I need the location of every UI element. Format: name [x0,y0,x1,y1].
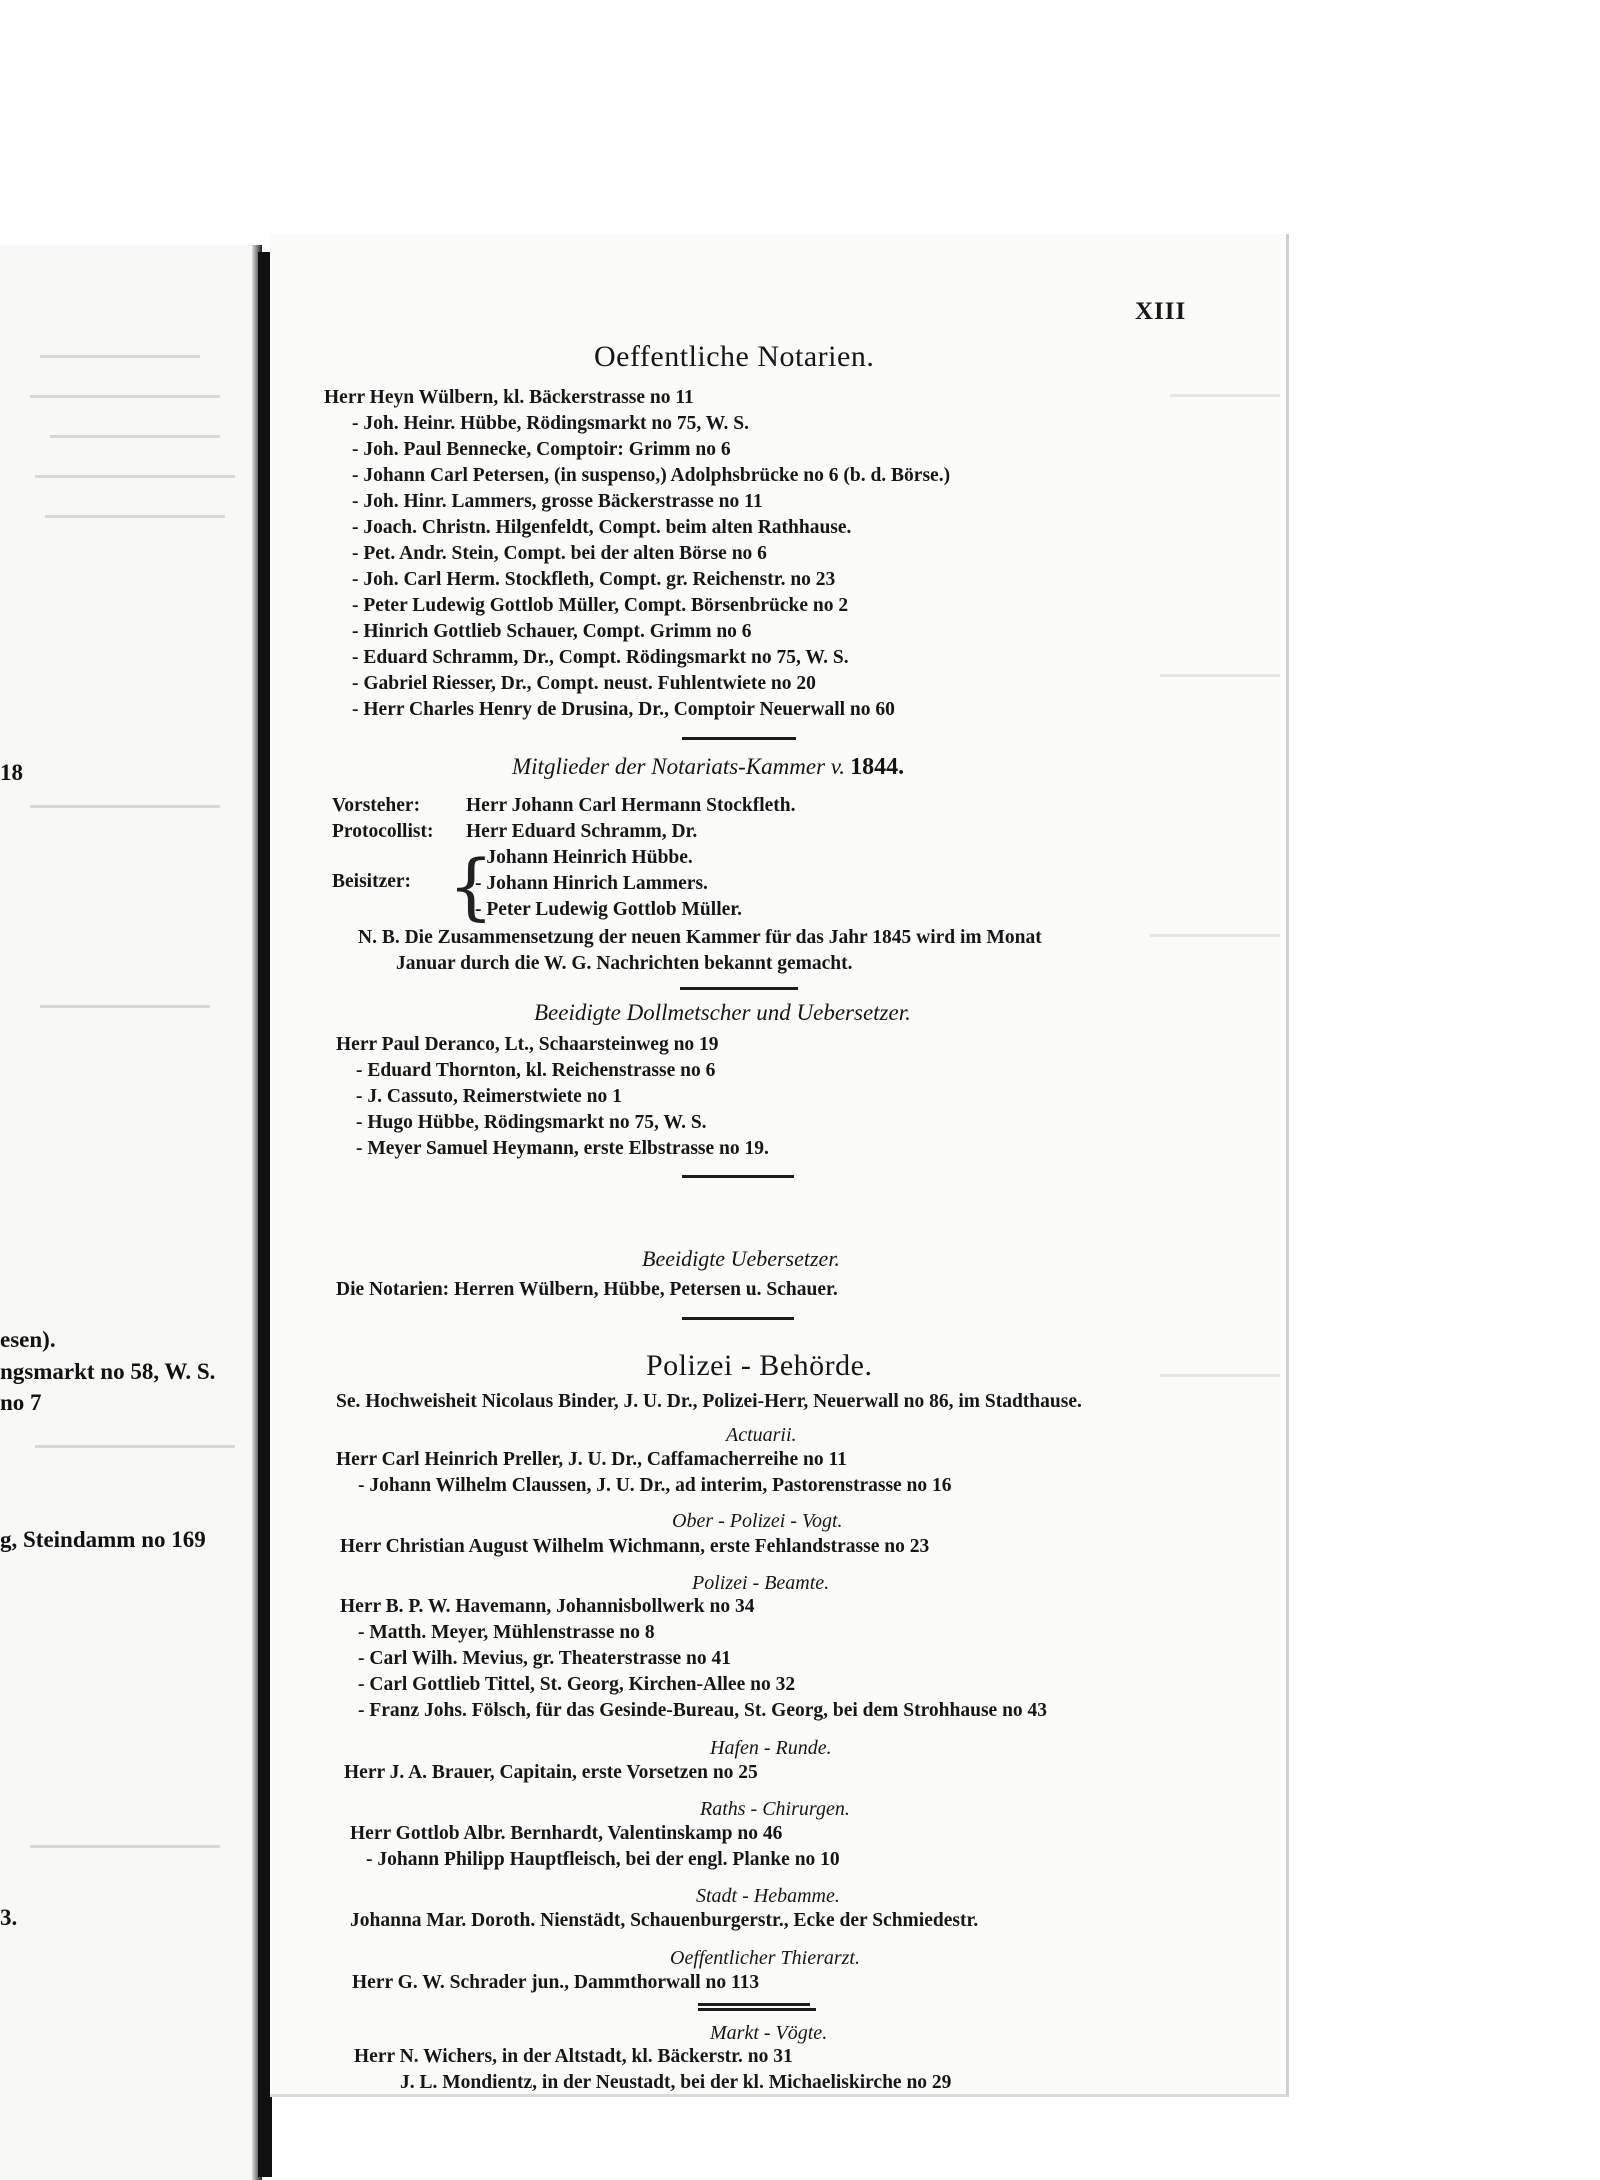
beisitzer-item: - Peter Ludewig Gottlob Müller. [475,899,743,920]
left-fragment: g, Steindamm no 169 [0,1527,206,1552]
bleed-through-line [50,435,220,438]
chamber-heading-text: Mitglieder der Notariats-Kammer v. [512,754,846,779]
list-item: Herr Heyn Wülbern, kl. Bäckerstrasse no 11 [324,387,694,408]
voegte-heading: Markt - Vögte. [710,2022,828,2044]
list-item: Herr Carl Heinrich Preller, J. U. Dr., Caffamacherreihe no 11 [336,1449,847,1470]
page-number: XIII [1135,298,1187,325]
list-item: - Peter Ludewig Gottlob Müller, Compt. Börsenbrücke no 2 [352,595,849,616]
translators-text: Die Notarien: Herren Wülbern, Hübbe, Petersen u. Schauer. [336,1279,838,1300]
vogt-heading: Ober - Polizei - Vogt. [672,1510,843,1532]
list-item: - Carl Gottlieb Tittel, St. Georg, Kirchen-Allee no 32 [358,1674,796,1695]
brace-icon: { [448,844,494,928]
list-item: - Joh. Carl Herm. Stockfleth, Compt. gr. Reichenstr. no 23 [352,569,836,590]
bleed-through-line [1170,394,1280,397]
protocollist-name: Herr Eduard Schramm, Dr. [466,821,698,842]
notaries-heading: Oeffentliche Notarien. [594,340,875,373]
list-item: - Gabriel Riesser, Dr., Compt. neust. Fuhlentwiete no 20 [352,673,816,694]
bleed-through-line [30,805,220,808]
bleed-through-line [40,1005,210,1008]
chamber-note-line: Januar durch die W. G. Nachrichten bekannt gemacht. [396,953,853,974]
beisitzer-item: - Johann Hinrich Lammers. [475,873,708,894]
left-fragment: no 7 [0,1390,42,1415]
list-item: - Eduard Schramm, Dr., Compt. Rödingsmarkt no 75, W. S. [352,647,849,668]
interpreters-heading: Beeidigte Dollmetscher und Uebersetzer. [534,1000,911,1025]
chamber-year: 1844. [850,754,905,780]
hebamme-entry: Johanna Mar. Doroth. Nienstädt, Schauenburgerstr., Ecke der Schmiedestr. [350,1910,979,1931]
beamte-heading: Polizei - Beamte. [692,1572,830,1594]
list-item: - Matth. Meyer, Mühlenstrasse no 8 [358,1622,655,1643]
vorsteher-name: Herr Johann Carl Hermann Stockfleth. [466,795,796,816]
chamber-heading [512,754,904,781]
section-divider [682,737,796,740]
list-item: - Johann Wilhelm Claussen, J. U. Dr., ad interim, Pastorenstrasse no 16 [358,1475,952,1496]
translators-heading: Beeidigte Uebersetzer. [642,1246,840,1271]
list-item: Herr B. P. W. Havemann, Johannisbollwerk no 34 [340,1596,755,1617]
bleed-through-line [35,475,235,478]
list-item: - Herr Charles Henry de Drusina, Dr., Comptoir Neuerwall no 60 [352,699,895,720]
bleed-through-line [1150,934,1280,937]
chirurgen-heading: Raths - Chirurgen. [700,1798,850,1820]
beisitzer-item: - Johann Heinrich Hübbe. [475,847,693,868]
list-item: - Franz Johs. Fölsch, für das Gesinde-Bureau, St. Georg, bei dem Strohhause no 43 [358,1700,1048,1721]
list-item: J. L. Mondientz, in der Neustadt, bei der kl. Michaeliskirche no 29 [400,2072,952,2093]
list-item: - Eduard Thornton, kl. Reichenstrasse no 6 [356,1060,716,1081]
list-item: - Hugo Hübbe, Rödingsmarkt no 75, W. S. [356,1112,707,1133]
left-fragment: 3. [0,1905,18,1930]
actuarii-heading: Actuarii. [726,1424,797,1446]
left-fragment: esen). [0,1327,56,1352]
bleed-through-line [1160,1374,1280,1377]
list-item: - Pet. Andr. Stein, Compt. bei der alten Börse no 6 [352,543,767,564]
list-item: - Joh. Heinr. Hübbe, Rödingsmarkt no 75, W. S. [352,413,749,434]
list-item: Herr Paul Deranco, Lt., Schaarsteinweg no 19 [336,1034,719,1055]
list-item: - Meyer Samuel Heymann, erste Elbstrasse no 19. [356,1138,769,1159]
bleed-through-line [35,1445,235,1448]
police-chief: Se. Hochweisheit Nicolaus Binder, J. U. Dr., Polizei-Herr, Neuerwall no 86, im Stadthause. [336,1391,1082,1412]
bleed-through-line [40,355,200,358]
left-page [0,245,262,2180]
thierarzt-entry: Herr G. W. Schrader jun., Dammthorwall no 113 [352,1972,760,1993]
section-divider [682,1175,794,1178]
bleed-through-line [1160,674,1280,677]
section-divider [698,2008,816,2011]
section-divider [680,987,798,990]
list-item: Herr Gottlob Albr. Bernhardt, Valentinskamp no 46 [350,1823,783,1844]
list-item: - J. Cassuto, Reimerstwiete no 1 [356,1086,622,1107]
list-item: - Joach. Christn. Hilgenfeldt, Compt. beim alten Rathhause. [352,517,852,538]
left-fragment: ngsmarkt no 58, W. S. [0,1359,216,1384]
vorsteher-label: Vorsteher: [332,795,421,816]
chamber-note-line: N. B. Die Zusammensetzung der neuen Kammer für das Jahr 1845 wird im Monat [358,927,1042,948]
beisitzer-label: Beisitzer: [332,871,412,892]
left-fragment: 18 [0,760,23,785]
list-item: - Johann Philipp Hauptfleisch, bei der engl. Planke no 10 [366,1849,840,1870]
hafen-heading: Hafen - Runde. [710,1737,832,1759]
bleed-through-line [30,395,220,398]
right-page [270,234,1289,2097]
list-item: - Hinrich Gottlieb Schauer, Compt. Grimm no 6 [352,621,752,642]
list-item: Herr N. Wichers, in der Altstadt, kl. Bäckerstr. no 31 [354,2046,793,2067]
list-item: - Johann Carl Petersen, (in suspenso,) Adolphsbrücke no 6 (b. d. Börse.) [352,465,951,486]
thierarzt-heading: Oeffentlicher Thierarzt. [670,1947,860,1969]
page-end-divider [698,2003,810,2006]
hebamme-heading: Stadt - Hebamme. [696,1885,840,1907]
bleed-through-line [45,515,225,518]
section-divider [682,1317,794,1320]
police-heading: Polizei - Behörde. [646,1349,873,1382]
vogt-entry: Herr Christian August Wilhelm Wichmann, erste Fehlandstrasse no 23 [340,1536,930,1557]
protocollist-label: Protocollist: [332,821,434,842]
list-item: - Joh. Hinr. Lammers, grosse Bäckerstrasse no 11 [352,491,763,512]
bleed-through-line [30,1845,220,1848]
list-item: - Carl Wilh. Mevius, gr. Theaterstrasse no 41 [358,1648,732,1669]
list-item: - Joh. Paul Bennecke, Comptoir: Grimm no 6 [352,439,731,460]
hafen-entry: Herr J. A. Brauer, Capitain, erste Vorsetzen no 25 [344,1762,758,1783]
